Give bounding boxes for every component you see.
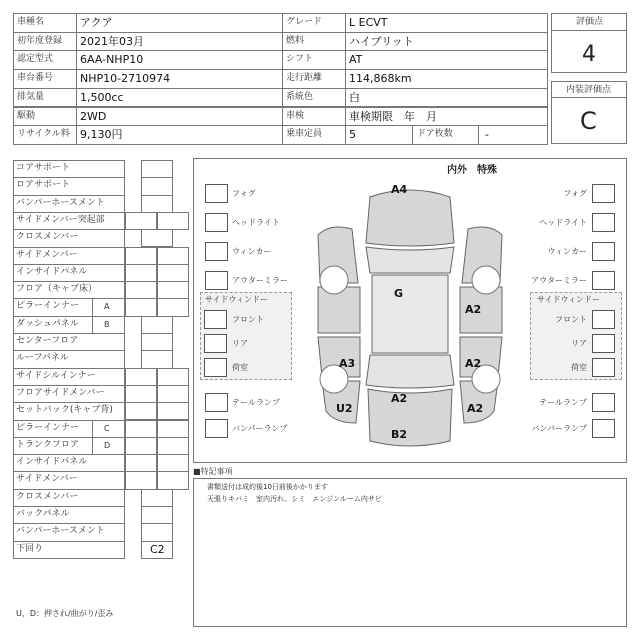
frame-value-cell[interactable] — [141, 523, 173, 541]
frame-value-cell[interactable] — [157, 281, 189, 299]
frame-row-line — [13, 281, 124, 282]
mark-right-quarter: A2 — [467, 402, 484, 415]
frame-row-line — [13, 523, 124, 524]
frame-value-cell[interactable] — [141, 350, 173, 368]
header-value: 5 — [349, 128, 356, 142]
rear-lamp-left-label: バンパーランプ — [232, 424, 288, 433]
side-window-right-title: サイドウィンドー — [537, 295, 600, 304]
header-col-line — [282, 32, 283, 51]
right-lamp-checkbox[interactable] — [592, 184, 615, 203]
frame-row-label: バンパーホースメント — [16, 197, 105, 208]
frame-row-line — [13, 489, 124, 490]
frame-row-label: ルーフパネル — [16, 353, 69, 364]
frame-value-cell[interactable] — [157, 471, 189, 489]
mark-rear-glass: A2 — [391, 392, 408, 405]
frame-value-cell[interactable] — [141, 177, 173, 195]
roof-panel — [372, 275, 448, 353]
frame-row-label: インサイドパネル — [16, 457, 88, 468]
frame-value-cell[interactable] — [125, 212, 157, 230]
frame-row-line — [13, 402, 124, 403]
mark-right-front-door: A2 — [465, 303, 482, 316]
front-left-wheel — [320, 266, 348, 294]
frame-value-cell[interactable] — [125, 420, 157, 438]
side-window-left-checkbox[interactable] — [204, 358, 227, 377]
header-label: 系統色 — [286, 91, 314, 102]
frame-row-label: フロアサイドメンバー — [16, 387, 105, 398]
header-col-line — [345, 125, 346, 144]
header-col-line — [345, 88, 346, 107]
header-value: 1,500cc — [80, 90, 124, 104]
side-window-left-checkbox[interactable] — [204, 310, 227, 329]
interior-score-value: C — [580, 107, 597, 135]
door-count-label: ドア枚数 — [417, 129, 453, 140]
right-lamp-label: フォグ — [563, 189, 587, 198]
frame-row-line — [13, 437, 124, 438]
right-lamp-label: ヘッドライト — [539, 218, 587, 227]
frame-value-cell[interactable] — [157, 212, 189, 230]
interior-score-box — [551, 81, 627, 144]
frame-row-label: コアサポート — [16, 163, 71, 173]
frame-sub-label: B — [104, 319, 110, 329]
frame-value-cell[interactable] — [141, 160, 173, 178]
door-count-value: - — [485, 128, 489, 142]
header-col-line — [76, 32, 77, 51]
header-value: 2WD — [80, 109, 107, 123]
frame-sub-label: A — [104, 302, 110, 312]
frame-value-cell[interactable] — [125, 437, 157, 455]
frame-row-line — [13, 385, 124, 386]
mark-hood: A4 — [391, 183, 408, 196]
frame-value-cell[interactable] — [157, 402, 189, 420]
frame-value-cell[interactable] — [125, 368, 157, 386]
frame-value-cell[interactable] — [125, 298, 157, 316]
header-col-line — [282, 107, 283, 126]
right-lamp-checkbox[interactable] — [592, 213, 615, 232]
frame-row-label: サイドシルインナー — [16, 370, 96, 381]
right-lamp-checkbox[interactable] — [592, 271, 615, 290]
header-col-line — [282, 125, 283, 144]
header-label: リサイクル料 — [17, 129, 70, 140]
header-col-line — [345, 69, 346, 88]
score-value: 4 — [582, 42, 596, 67]
side-window-left-checkbox[interactable] — [204, 334, 227, 353]
side-window-left-label: 荷室 — [232, 363, 248, 372]
header-value: 白 — [349, 90, 360, 104]
footnote: U、D：押され/曲がり/歪み — [16, 609, 114, 618]
frame-row-label: サイドメンバー突起部 — [16, 214, 105, 225]
mark-right-rear: A2 — [465, 357, 482, 370]
side-window-right-checkbox[interactable] — [592, 334, 615, 353]
frame-value-cell[interactable] — [157, 368, 189, 386]
header-col-line — [76, 50, 77, 69]
frame-row-label: ロアサポート — [16, 180, 71, 191]
header-value: 9,130円 — [80, 128, 123, 142]
header-col-line — [282, 13, 283, 32]
mark-roof: G — [394, 287, 404, 300]
frame-row-label: ダッシュパネル — [16, 318, 79, 329]
side-window-right-checkbox[interactable] — [592, 310, 615, 329]
side-window-right-label: フロント — [555, 315, 587, 324]
header-value: 車検期限 年 月 — [349, 109, 437, 123]
header-label: 駆動 — [17, 110, 36, 121]
frame-sub-label: C — [104, 423, 110, 433]
frame-row-line — [13, 471, 124, 472]
frame-row-line — [13, 264, 124, 265]
frame-row-label: サイドメンバー — [16, 249, 78, 260]
windshield — [366, 247, 454, 273]
hood-panel — [366, 190, 454, 246]
interior-score-label: 内装評価点 — [566, 85, 612, 95]
left-lamp-label: ヘッドライト — [232, 218, 280, 227]
rear-glass — [366, 355, 454, 388]
frame-value-cell[interactable] — [157, 247, 189, 265]
header-col-line — [76, 13, 77, 32]
frame-row-label: 下回り — [16, 543, 44, 554]
frame-row-line — [13, 177, 124, 178]
header-label: 燃料 — [286, 35, 305, 46]
frame-value-cell[interactable] — [157, 298, 189, 316]
header-label: 排気量 — [17, 91, 45, 102]
frame-row-line — [13, 350, 124, 351]
side-window-left-label: フロント — [232, 315, 264, 324]
frame-row-label: ピラーインナー — [16, 301, 80, 312]
header-col-line — [282, 88, 283, 107]
frame-row-label: トランクフロア — [16, 439, 79, 450]
frame-row-line — [13, 195, 124, 196]
frame-row-line — [13, 212, 124, 213]
right-lamp-label: アウターミラー — [531, 276, 587, 285]
frame-row-label: サイドメンバー — [16, 474, 78, 485]
frame-row-label: インサイドパネル — [16, 266, 88, 277]
frame-row-line — [13, 541, 124, 542]
header-value: アクア — [80, 16, 113, 29]
header-value: NHP10-2710974 — [80, 72, 171, 86]
frame-row-label: クロスメンバー — [16, 232, 79, 243]
header-label: 走行距離 — [286, 73, 323, 84]
frame-value-cell[interactable] — [141, 229, 173, 247]
rear-lamp-left-checkbox[interactable] — [205, 419, 228, 438]
frame-value-cell[interactable] — [157, 420, 189, 438]
rear-lamp-left-label: テールランプ — [232, 398, 280, 407]
notes-line-2: 天張りキバミ 室内汚れ、シミ エンジンルーム内サビ — [207, 495, 382, 503]
left-lamp-label: フォグ — [232, 189, 256, 198]
frame-row-label: セットバック(キャブ背) — [16, 405, 113, 416]
left-front-door — [318, 287, 360, 333]
frame-value-cell[interactable] — [157, 454, 189, 472]
frame-value-cell[interactable] — [125, 385, 157, 403]
mark-rear-bumper: B2 — [391, 428, 408, 441]
side-window-left-label: リア — [232, 339, 248, 348]
rear-lamp-right-checkbox[interactable] — [592, 393, 615, 412]
frame-value-cell[interactable] — [125, 402, 157, 420]
header-col-line — [282, 50, 283, 69]
header-value: ハイブリット — [349, 34, 414, 48]
frame-row-value: C2 — [150, 542, 165, 556]
header-label: 車台番号 — [17, 73, 54, 84]
header-label: 車検 — [286, 110, 305, 121]
frame-row-line — [13, 506, 124, 507]
left-lamp-checkbox[interactable] — [205, 213, 228, 232]
header-col-line — [76, 88, 77, 107]
rear-lamp-left-checkbox[interactable] — [205, 393, 228, 412]
left-lamp-checkbox[interactable] — [205, 271, 228, 290]
header-col-line — [76, 107, 77, 126]
notes-line-1: 書類送付は成約後10日前後かかります — [207, 483, 328, 491]
rear-lamp-right-label: テールランプ — [539, 398, 587, 407]
frame-row-label: バックパネル — [16, 509, 70, 519]
score-box — [551, 13, 627, 73]
frame-row-line — [13, 229, 124, 230]
header-label: 初年度登録 — [17, 35, 63, 46]
diagram-title: 内外 特殊 — [447, 165, 497, 176]
header-value: L ECVT — [349, 16, 388, 29]
frame-row-label: バンパーホースメント — [16, 526, 105, 537]
header-label: 認定型式 — [17, 54, 54, 65]
frame-value-cell[interactable] — [141, 489, 173, 507]
frame-value-cell[interactable] — [125, 247, 157, 265]
frame-row-line — [13, 454, 124, 455]
frame-row-line — [13, 368, 124, 369]
header-col-line — [478, 125, 479, 144]
frame-value-cell[interactable] — [141, 506, 173, 524]
frame-value-cell[interactable] — [125, 454, 157, 472]
side-window-right-checkbox[interactable] — [592, 358, 615, 377]
rear-lamp-right-checkbox[interactable] — [592, 419, 615, 438]
score-label: 評価点 — [576, 17, 604, 27]
car-outline — [300, 175, 520, 455]
front-right-wheel — [472, 266, 500, 294]
frame-sub-label: D — [104, 440, 111, 450]
frame-value-cell[interactable] — [125, 471, 157, 489]
header-col-line — [76, 125, 77, 144]
frame-row-label: フロア（キャブ床） — [16, 284, 98, 295]
header-value: AT — [349, 53, 363, 67]
header-value: 6AA-NHP10 — [80, 53, 144, 67]
side-window-left-title: サイドウィンドー — [205, 295, 268, 304]
frame-value-cell[interactable] — [125, 281, 157, 299]
right-lamp-checkbox[interactable] — [592, 242, 615, 261]
frame-row-line — [13, 333, 124, 334]
header-col-line — [345, 32, 346, 51]
frame-value-cell[interactable] — [141, 333, 173, 351]
frame-row-line — [13, 160, 124, 161]
side-window-right-label: リア — [571, 339, 587, 348]
header-col-line — [345, 50, 346, 69]
header-col-line — [76, 69, 77, 88]
frame-row-line — [13, 247, 124, 248]
header-value: 2021年03月 — [80, 34, 144, 48]
mark-left-quarter: U2 — [336, 402, 353, 415]
header-label: 乗車定員 — [286, 129, 323, 140]
header-label: 車種名 — [17, 17, 45, 27]
rear-bumper-panel — [368, 389, 452, 446]
left-lamp-label: アウターミラー — [232, 276, 288, 285]
header-col-line — [412, 125, 413, 144]
frame-row-line — [13, 316, 124, 317]
frame-row-label: クロスメンバー — [16, 491, 79, 502]
rear-lamp-right-label: バンパーランプ — [531, 424, 587, 433]
frame-row-label: ピラーインナー — [16, 422, 80, 433]
left-lamp-checkbox[interactable] — [205, 184, 228, 203]
left-lamp-checkbox[interactable] — [205, 242, 228, 261]
frame-value-cell[interactable] — [157, 264, 189, 282]
header-col-line — [345, 107, 346, 126]
side-window-right-label: 荷室 — [571, 363, 587, 372]
header-value: 114,868km — [349, 72, 412, 86]
mark-left-rear: A3 — [339, 357, 356, 370]
header-col-line — [282, 69, 283, 88]
frame-value-cell[interactable] — [157, 385, 189, 403]
left-lamp-label: ウィンカー — [232, 247, 272, 256]
notes-title: ■特記事項 — [193, 467, 233, 476]
frame-value-cell[interactable] — [125, 264, 157, 282]
frame-value-cell[interactable] — [141, 195, 173, 213]
frame-value-cell[interactable] — [141, 316, 173, 334]
header-label: グレード — [286, 17, 323, 27]
header-col-line — [345, 13, 346, 32]
frame-value-cell[interactable] — [157, 437, 189, 455]
frame-row-label: センターフロア — [16, 336, 79, 346]
right-lamp-label: ウィンカー — [547, 247, 587, 256]
header-label: シフト — [286, 54, 314, 65]
